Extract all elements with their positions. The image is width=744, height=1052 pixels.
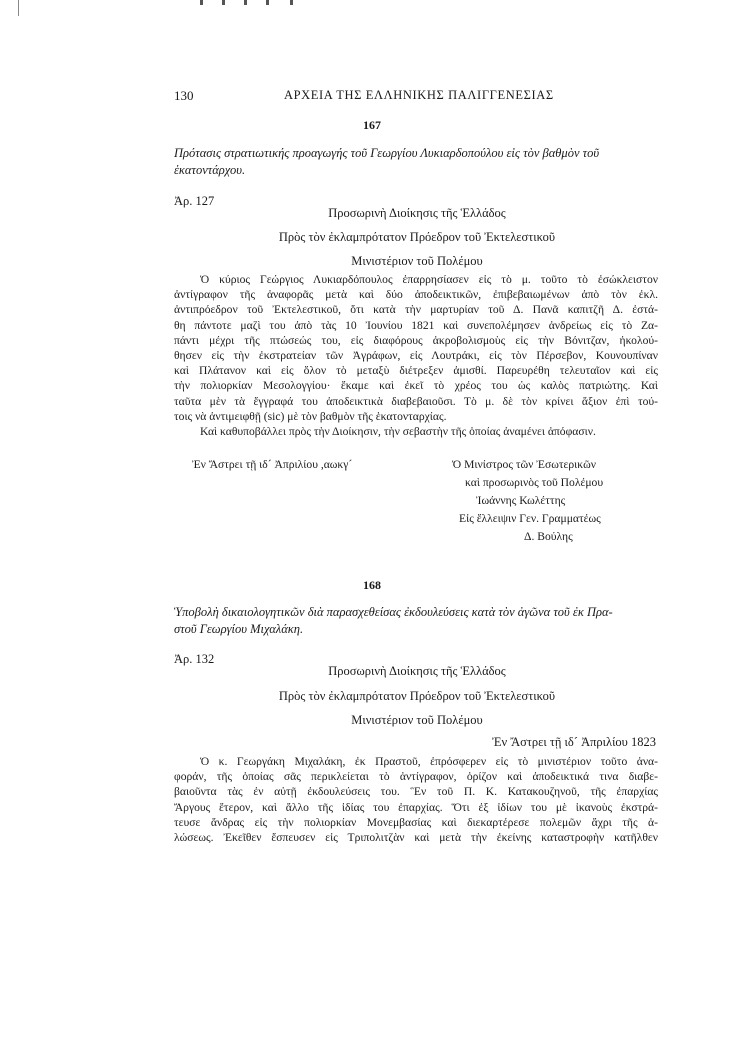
- body-line: θη πάντοτε μαζὶ του ἀπὸ τὰς 10 Ἰουνίου 1821 καὶ συνεπολέμησεν ἀνδρείως εἰς τὸ Ζα-: [174, 318, 658, 332]
- body-line: Ἄργους ἕτερον, καὶ ἄλλο τῆς ἰδίας του ἐπαρχίας. Ὅτι ἐξ ἰδίων του μὲ ἱκανοὺς ἐκστρά-: [174, 800, 658, 814]
- archive-reference-127: Ἀρ. 127: [174, 194, 215, 208]
- document-number-167: 167: [363, 118, 381, 132]
- heading-ministry: Μινιστέριον τοῦ Πολέμου: [351, 713, 483, 727]
- body-line: θησεν εἰς τὴν ἐκστρατείαν τῶν Ἀγράφων, εἰς Λουτράκι, εἰς τὸν Πέρσεβον, Κουνουπίναν: [174, 349, 658, 363]
- document-title-167: [174, 145, 660, 179]
- body-line: πάντι μέχρι τῆς πτώσεώς του, εἰς διαφόρους ἀκροβολισμοὺς εἰς τὴν Βόνιτζαν, ἠκολού-: [174, 333, 658, 347]
- scan-edge-marks: [200, 0, 310, 6]
- title-line: Πρότασις στρατιωτικής προαγωγής τοῦ Γεωργίου Λυκιαρδοπούλου εἰς τὸν βαθμὸν τοῦ: [174, 146, 600, 160]
- body-line: τευσε ἄνδρας εἰς τὴν πολιορκίαν Μονεμβασίας καὶ διεκαρτέρεσε πολεμῶν ἄχρι τῆς ἁ-: [174, 815, 658, 829]
- title-line: Ὑποβολὴ δικαιολογητικῶν διὰ παρασχεθείσας ἐκδουλεύσεις κατὰ τὸν ἀγῶνα τοῦ ἐκ Πρα-: [174, 605, 613, 619]
- body-line: βαιοῦντα τὰς ἐν αὐτῇ ἐκδουλεύσεις του. Ἓν τοῦ Π. Κ. Κατακουζηνοῦ, τῆς ἐπαρχίας: [174, 785, 658, 799]
- body-line: τοις νὰ ἀντιμειφθῇ (sic) μὲ τὸν βαθμὸν τῆς ἑκατονταρχίας.: [174, 409, 447, 423]
- document-body-167: [174, 272, 658, 439]
- title-line: στοῦ Γεωργίου Μιχαλάκη.: [174, 622, 304, 636]
- body-line: καὶ Πλάτανον καὶ εἰς ὅλον τὸ μεταξὺ διέτρεξεν ἀμισθί. Παρευρέθη τελευταῖον καὶ εἰς: [174, 364, 658, 378]
- signature-secretary-note: Εἰς ἔλλειψιν Γεν. Γραμματέως: [459, 512, 601, 525]
- title-line: ἑκατοντάρχου.: [174, 163, 246, 177]
- body-line: Ὁ κύριος Γεώργιος Λυκιαρδόπουλος ἐπαρρησίασεν εἰς τὸ μ. τοῦτο τὸ ἐσώκλειστον: [200, 273, 658, 286]
- body-line: Ὁ κ. Γεωργάκη Μιχαλάκη, ἐκ Πραστοῦ, ἐπρόσφερεν εἰς τὸ μινιστέριον τοῦτο ἀνα-: [200, 755, 658, 768]
- document-title-168: [174, 604, 660, 638]
- archive-reference-132: Ἀρ. 132: [174, 652, 215, 666]
- place-date-167: Ἐν Ἄστρει τῇ ιδ´ Ἀπριλίου ,αωκγ´: [192, 458, 353, 471]
- page-header: [174, 88, 660, 108]
- place-date-168: Ἐν Ἄστρει τῇ ιδ´ Ἀπριλίου 1823: [492, 735, 656, 749]
- page-number: 130: [174, 88, 194, 103]
- heading-addressee: Πρὸς τὸν ἐκλαμπρότατον Πρόεδρον τοῦ Ἐκτελεστικοῦ: [278, 689, 556, 703]
- running-head: ΑΡΧΕΙΑ ΤΗΣ ΕΛΛΗΝΙΚΗΣ ΠΑΛΙΓΓΕΝΕΣΙΑΣ: [284, 88, 554, 102]
- heading-government: Προσωρινὴ Διοίκησις τῆς Ἑλλάδος: [328, 206, 506, 220]
- signature-name-voulis: Δ. Βούλης: [524, 530, 573, 543]
- body-line: ἀντίγραφον τῆς ἀναφορᾶς μετὰ καὶ δύο ἀποδεικτικῶν, ἐπιβεβαιωμένων ἀπὸ τὸν ἐκλ.: [174, 288, 658, 302]
- signature-title-minister: Ὁ Μινίστρος τῶν Ἐσωτερικῶν: [452, 458, 596, 471]
- body-line: ταῦτα μὲν τὰ ἔγγραφά του ἀποδεικτικὰ διαβεβαιοῦσι. Τὸ μ. δὲ τὸν κρίνει ἄξιον ἐπὶ τού-: [174, 394, 658, 408]
- scan-edge-rule: [18, 0, 19, 16]
- signature-name-kolettis: Ἰωάννης Κωλέττης: [476, 494, 566, 507]
- body-line: ἀντιπρόεδρον τοῦ Ἐκτελεστικοῦ, ὅτι κατὰ τὴν μαρτυρίαν τοῦ Δ. Πανᾶ καπιτζῆ Δ. ἐστά-: [174, 303, 658, 317]
- body-line: λώσεως. Ἐκεῖθεν ἔσπευσεν εἰς Τριπολιτζὰν καὶ μετὰ τὴν ἐκείνης καταστροφὴν κατῆλθεν: [174, 831, 658, 845]
- heading-ministry: Μινιστέριον τοῦ Πολέμου: [351, 254, 483, 268]
- document-number-168: 168: [363, 578, 381, 592]
- document-body-168: [174, 754, 658, 845]
- body-line: φοράν, τῆς ὁποίας σᾶς περικλείεται τὸ ἀντίγραφον, ὁρίζον καὶ ἀποδεικτικά τινα διαβε-: [174, 770, 658, 784]
- closing-line: Καὶ καθυποβάλλει πρὸς τὴν Διοίκησιν, τὴν σεβαστὴν τῆς ὁποίας ἀναμένει ἀπόφασιν.: [200, 425, 596, 439]
- heading-government: Προσωρινὴ Διοίκησις τῆς Ἑλλάδος: [328, 664, 506, 678]
- signature-title-war: καὶ προσωρινὸς τοῦ Πολέμου: [465, 476, 604, 489]
- heading-addressee: Πρὸς τὸν ἐκλαμπρότατον Πρόεδρον τοῦ Ἐκτελεστικοῦ: [278, 230, 556, 244]
- body-line: τὴν πολιορκίαν Μεσολογγίου· ἔκαμε καὶ ἐκεῖ τὸ χρέος του ὡς καλὸς πατριώτης. Καὶ: [174, 379, 658, 393]
